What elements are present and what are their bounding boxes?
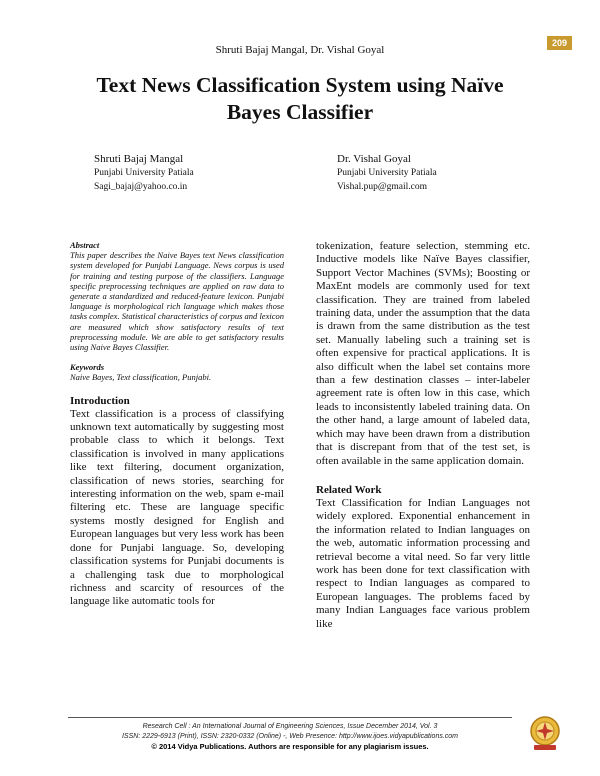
- running-head: Shruti Bajaj Mangal, Dr. Vishal Goyal: [215, 44, 385, 56]
- footer-journal-line: Research Cell : An International Journal of Engineering Sciences, Issue December 2014, Vol. 3: [142, 723, 438, 730]
- author-affiliation: Punjabi University Patiala: [337, 168, 437, 178]
- author-email: Sagi_bajaj@yahoo.co.in: [94, 182, 188, 192]
- abstract-heading: Abstract: [70, 240, 100, 250]
- right-column: [316, 240, 530, 631]
- introduction-text: Text classification is a process of classifying unknown text automatically by suggesting most probable class to which it belongs. Text classification is involved in many applications like text filtering, document organization, classification of news stories, searching for interesting information on the web, spam e-mail filtering etc. These are language specific systems mostly designed for English and European languages but very less work has been done for Punjabi language. So, developing classification systems for Punjabi documents is a challenging task due to morphological richness and scarcity of resources of the language like automatic tools for: [70, 407, 284, 608]
- related-work-heading: Related Work: [316, 483, 382, 496]
- author-name: Shruti Bajaj Mangal: [94, 153, 184, 165]
- footer-copyright-line: © 2014 Vidya Publications. Authors are responsible for any plagiarism issues.: [151, 742, 429, 751]
- keywords-heading: Keywords: [70, 362, 104, 373]
- page-footer: [68, 722, 512, 752]
- paper-title: Text News Classification System using Naïve Bayes Classifier: [96, 73, 504, 124]
- author-email: Vishal.pup@gmail.com: [337, 182, 427, 192]
- page-number: 209: [547, 36, 572, 50]
- author-name: Dr. Vishal Goyal: [337, 153, 411, 165]
- footer-issn-line: ISSN: 2229-6913 (Print), ISSN: 2320-0332 (Online) -, Web Presence: http://www.ijoes.vidyapublications.com: [121, 733, 459, 740]
- footer-divider: [68, 717, 512, 718]
- introduction-continuation: tokenization, feature selection, stemming etc. Inductive models like Naïve Bayes classifier, Support Vector Machines (SVMs); Boosting or MaxEnt models are commonly used for text classification. They are trained from labeled training data, under the assumption that the data is drawn from the same distribution as the test set. Manually labeling such a training set is often expensive for practical applications. It is also difficult when the label set contains more than a few destination classes – inter-labeler agreement rate is often low in this case, which leads to inconsistently labeled training data. On the other hand, a large amount of labeled data, which may have been drawn from a distribution that is discrepant from that of the test set, is often available in the same application domain.: [316, 240, 530, 467]
- author-block-2: [337, 152, 437, 194]
- keywords-text: Naive Bayes, Text classification, Punjabi.: [70, 372, 212, 383]
- abstract-text: This paper describes the Naive Bayes text News classification system developed for Punjabi Language. News corpus is used for training and testing purpose of the classifiers. Language specific preprocessing techniques are applied on raw data to generate a standardized and reduced-feature lexicon. Punjabi language is morphological rich language which makes those tasks complex. Statistical characteristics of corpus and lexicon are measured which show satisfactory results of text preprocessing module. We are able to get satisfactory results using Naive Bayes Classifier.: [70, 250, 284, 353]
- related-work-text: Text Classification for Indian Languages not widely explored. Exponential enhancement in the information related to Indian languages on the web, automatic information processing and retrieval become a vital need. So far very little work has been done for text classification with respect to Indian languages as compared to European languages. The problems faced by many Indian Languages face various problem like: [316, 496, 530, 630]
- author-affiliation: Punjabi University Patiala: [94, 168, 194, 178]
- introduction-heading: Introduction: [70, 394, 130, 407]
- author-block-1: [94, 152, 194, 194]
- publisher-logo-icon: [528, 714, 562, 754]
- left-column: [70, 240, 284, 609]
